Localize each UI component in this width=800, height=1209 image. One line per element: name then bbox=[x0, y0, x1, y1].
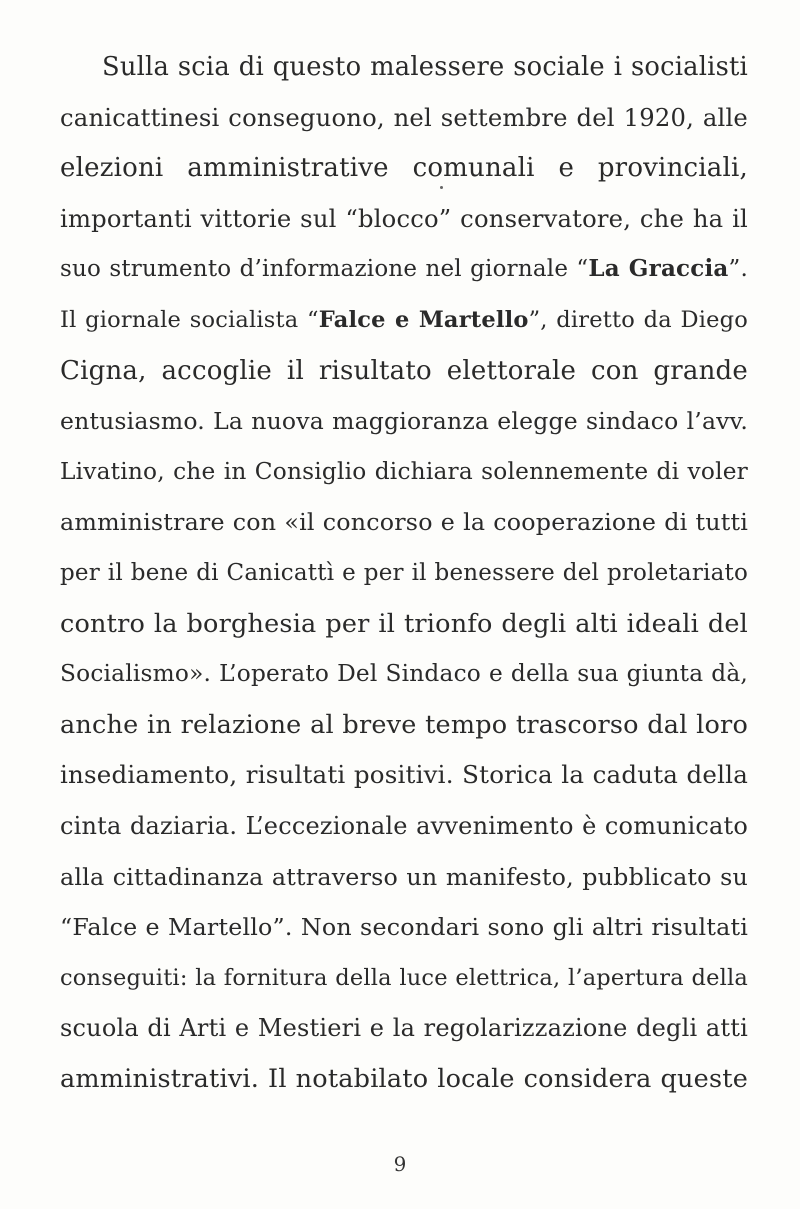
text-line: Socialismo». L’operato Del Sindaco e della sua giunta dà, bbox=[60, 660, 748, 688]
text-line: Livatino, che in Consiglio dichiara solennemente di voler bbox=[60, 457, 748, 485]
text-line: entusiasmo. La nuova maggioranza elegge sindaco l’avv. bbox=[60, 407, 748, 436]
text-line: amministrativi. Il notabilato locale considera queste bbox=[60, 1063, 748, 1094]
text-line: “Falce e Martello”. Non secondari sono gli altri risultati bbox=[60, 913, 748, 942]
text-line: scuola di Arti e Mestieri e la regolarizzazione degli atti bbox=[60, 1014, 748, 1043]
text-line: Il giornale socialista “Falce e Martello”, diretto da Diego bbox=[60, 306, 748, 333]
body-paragraph bbox=[60, 42, 748, 1104]
text-line: contro la borghesia per il trionfo degli alti ideali del bbox=[60, 608, 748, 639]
text-line: alla cittadinanza attraverso un manifesto, pubblicato su bbox=[60, 862, 748, 891]
text-line: elezioni amministrative comunali e provinciali, bbox=[60, 153, 748, 184]
text-line: Sulla scia di questo malessere sociale i socialisti bbox=[102, 52, 748, 82]
text-line: per il bene di Canicattì e per il benessere del proletariato bbox=[60, 559, 748, 586]
text-line: anche in relazione al breve tempo trascorso dal loro bbox=[60, 709, 748, 740]
text-line: suo strumento d’informazione nel giornale “La Graccia”. bbox=[60, 255, 748, 283]
newspaper-title-la-graccia: La Graccia bbox=[588, 255, 729, 283]
text-line: canicattinesi conseguono, nel settembre del 1920, alle bbox=[60, 102, 748, 132]
text-line: importanti vittorie sul “blocco” conservatore, che ha il bbox=[60, 203, 748, 233]
page-number: 9 bbox=[393, 1152, 407, 1176]
newspaper-title-falce-e-martello: Falce e Martello bbox=[318, 306, 529, 333]
text-line: cinta daziaria. L’eccezionale avvenimento è comunicato bbox=[60, 811, 748, 840]
text-line: Cigna, accoglie il risultato elettorale con grande bbox=[60, 355, 748, 386]
text-line: conseguiti: la fornitura della luce elettrica, l’apertura della bbox=[60, 964, 748, 991]
text-line: amministrare con «il concorso e la cooperazione di tutti bbox=[60, 508, 748, 537]
text-line: insediamento, risultati positivi. Storica la caduta della bbox=[60, 760, 748, 790]
